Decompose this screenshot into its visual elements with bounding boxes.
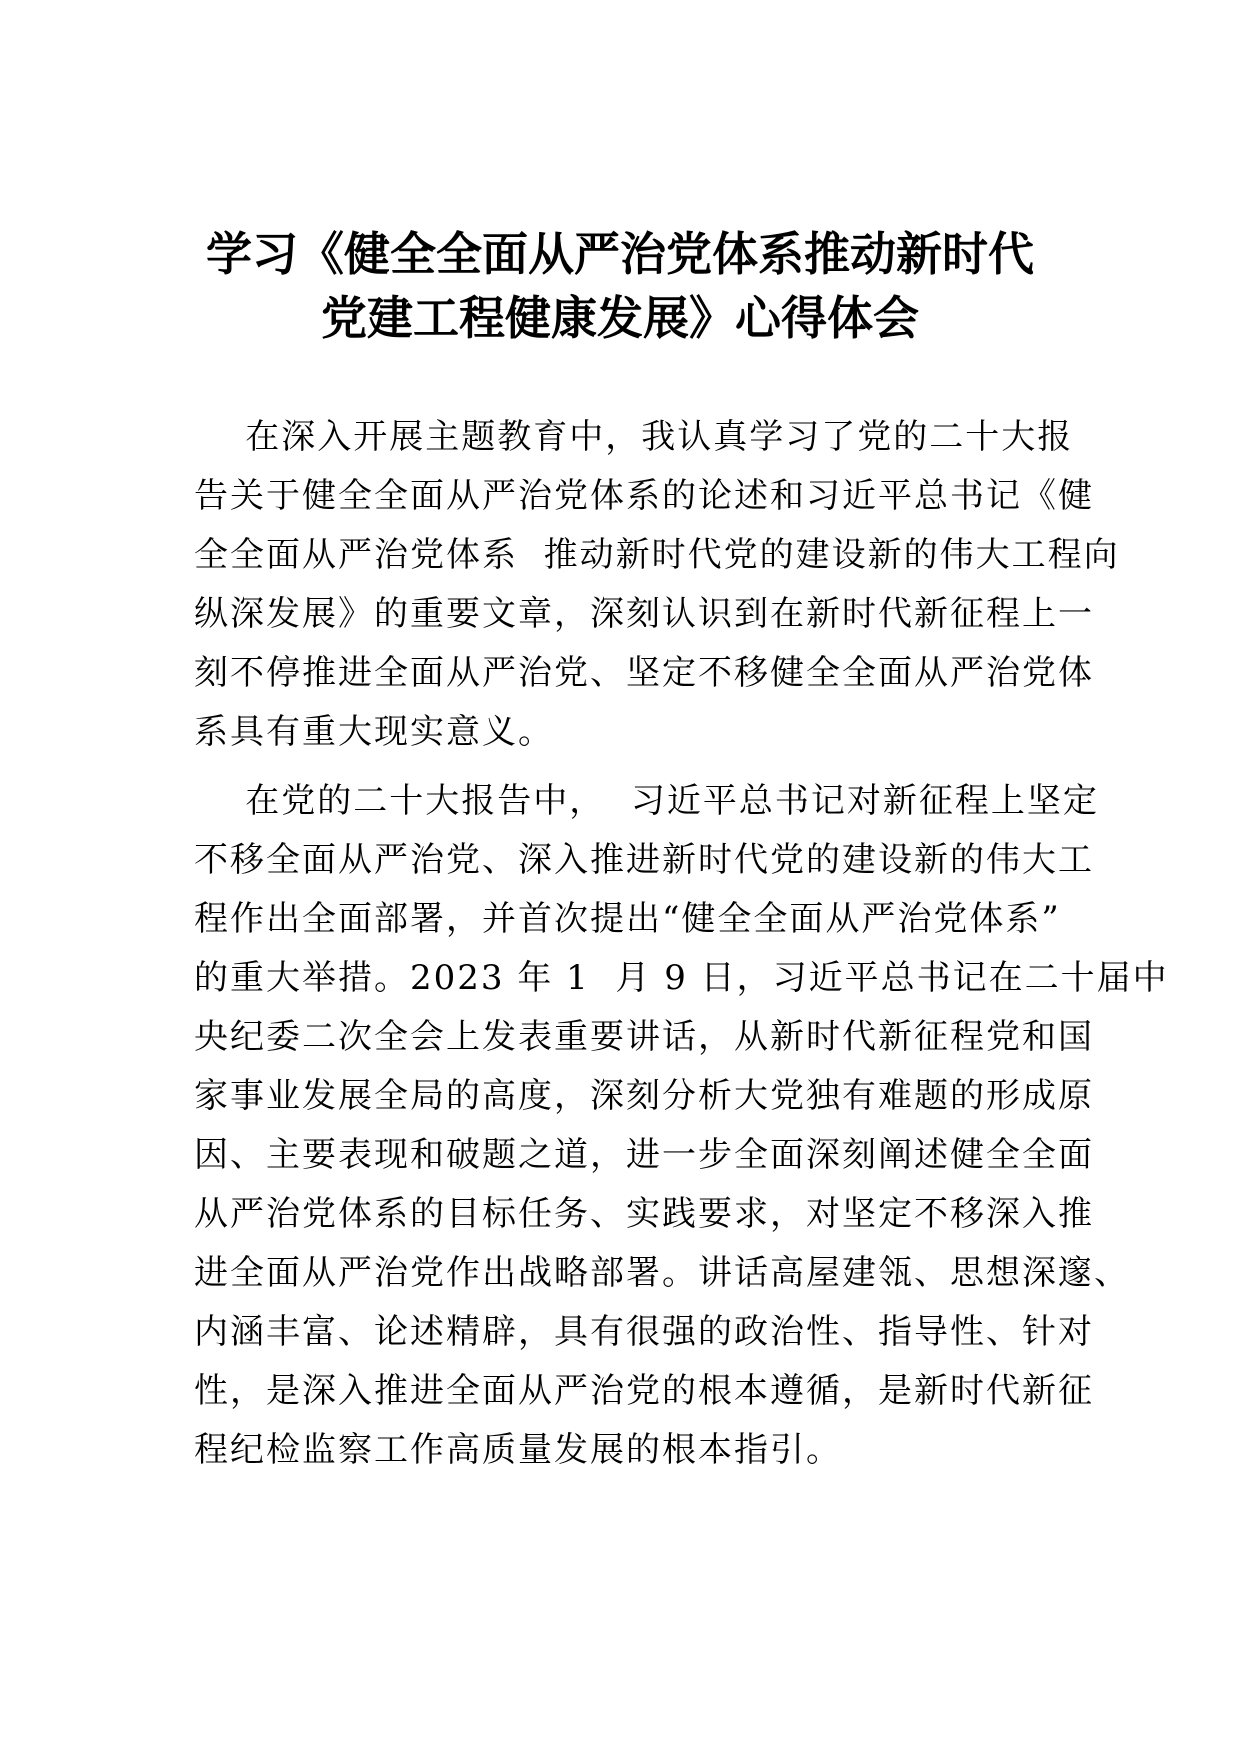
text-line: 程作出全面部署，并首次提出“健全全面从严治党体系” xyxy=(194,899,1061,939)
document-title xyxy=(150,222,1090,350)
text-line: 刻不停推进全面从严治党、坚定不移健全全面从严治党体 xyxy=(194,653,1094,693)
text-line: 全全面从严治党体系 推动新时代党的建设新的伟大工程向 xyxy=(194,535,1120,575)
text-line: 告关于健全全面从严治党体系的论述和习近平总书记《健 xyxy=(194,476,1094,516)
text-line: 内涵丰富、论述精辟，具有很强的政治性、指导性、针对 xyxy=(194,1312,1094,1352)
text-line: 纵深发展》的重要文章，深刻认识到在新时代新征程上一 xyxy=(194,594,1094,634)
text-line: 央纪委二次全会上发表重要讲话，从新时代新征程党和国 xyxy=(194,1017,1094,1057)
text-line: 的重大举措。2023 年 1 月 9 日，习近平总书记在二十届中 xyxy=(194,958,1169,998)
text-line: 在党的二十大报告中， 习近平总书记对新征程上坚定 xyxy=(194,781,1099,821)
text-line: 系具有重大现实意义。 xyxy=(194,712,554,752)
text-line: 从严治党体系的目标任务、实践要求，对坚定不移深入推 xyxy=(194,1194,1094,1234)
paragraph-2 xyxy=(194,772,1169,1480)
text-line: 因、主要表现和破题之道，进一步全面深刻阐述健全全面 xyxy=(194,1135,1094,1175)
text-line: 性，是深入推进全面从严治党的根本遵循，是新时代新征 xyxy=(194,1371,1094,1411)
title-line: 党建工程健康发展》心得体会 xyxy=(321,291,919,345)
text-line: 进全面从严治党作出战略部署。讲话高屋建瓴、思想深邃、 xyxy=(194,1253,1130,1293)
text-line: 程纪检监察工作高质量发展的根本指引。 xyxy=(194,1430,842,1470)
text-line: 在深入开展主题教育中，我认真学习了党的二十大报 xyxy=(194,417,1074,457)
paragraph-1 xyxy=(194,408,1120,762)
text-line: 不移全面从严治党、深入推进新时代党的建设新的伟大工 xyxy=(194,840,1094,880)
text-line: 家事业发展全局的高度，深刻分析大党独有难题的形成原 xyxy=(194,1076,1094,1116)
document-body xyxy=(194,408,1169,1490)
title-line: 学习《健全全面从严治党体系推动新时代 xyxy=(206,227,1034,281)
